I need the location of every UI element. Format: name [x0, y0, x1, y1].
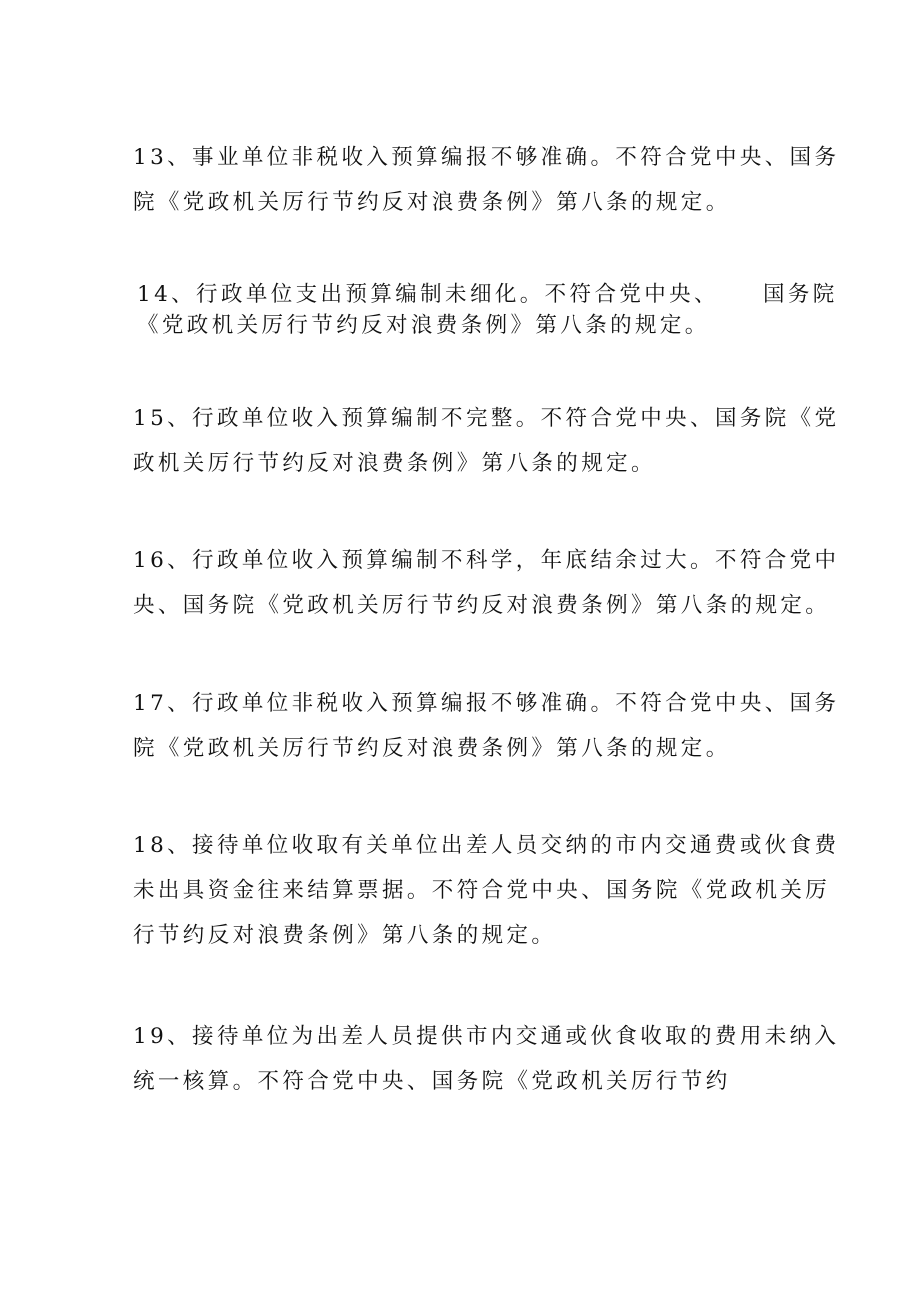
- paragraph-14: [137, 279, 838, 341]
- paragraph-line: 行节约反对浪费条例》第八条的规定。: [133, 923, 557, 948]
- paragraph-line: 院《党政机关厉行节约反对浪费条例》第八条的规定。: [133, 736, 731, 761]
- paragraph-line: 15、行政单位收入预算编制不完整。不符合党中央、国务院《党: [133, 406, 840, 431]
- paragraph-line: 18、接待单位收取有关单位出差人员交纳的市内交通费或伙食费: [133, 833, 840, 858]
- paragraph-line: 16、行政单位收入预算编制不科学，年底结余过大。不符合党中: [133, 548, 840, 573]
- paragraph-line: 19、接待单位为出差人员提供市内交通或伙食收取的费用未纳入: [133, 1024, 840, 1049]
- paragraph-line: 17、行政单位非税收入预算编报不够准确。不符合党中央、国务: [133, 691, 840, 716]
- paragraph-19: [133, 1014, 840, 1104]
- paragraph-line: 未出具资金往来结算票据。不符合党中央、国务院《党政机关厉: [133, 878, 831, 903]
- paragraph-line: 政机关厉行节约反对浪费条例》第八条的规定。: [133, 451, 656, 476]
- paragraph-line: 央、国务院《党政机关厉行节约反对浪费条例》第八条的规定。: [133, 593, 831, 618]
- paragraph-15: [133, 396, 840, 486]
- paragraph-line: 院《党政机关厉行节约反对浪费条例》第八条的规定。: [133, 190, 731, 215]
- paragraph-13: [133, 135, 840, 225]
- paragraph-16: [133, 538, 840, 628]
- paragraph-line: [137, 279, 838, 310]
- paragraph-line: 统一核算。不符合党中央、国务院《党政机关厉行节约: [133, 1069, 731, 1094]
- paragraph-line: 《党政机关厉行节约反对浪费条例》第八条的规定。: [137, 313, 710, 338]
- paragraph-18: [133, 823, 840, 958]
- paragraph-17: [133, 681, 840, 771]
- paragraph-line: 13、事业单位非税收入预算编报不够准确。不符合党中央、国务: [133, 145, 840, 170]
- paragraph-line-part: 国务院: [762, 282, 838, 307]
- paragraph-line-part: 14、行政单位支出预算编制未细化。不符合党中央、: [137, 282, 719, 307]
